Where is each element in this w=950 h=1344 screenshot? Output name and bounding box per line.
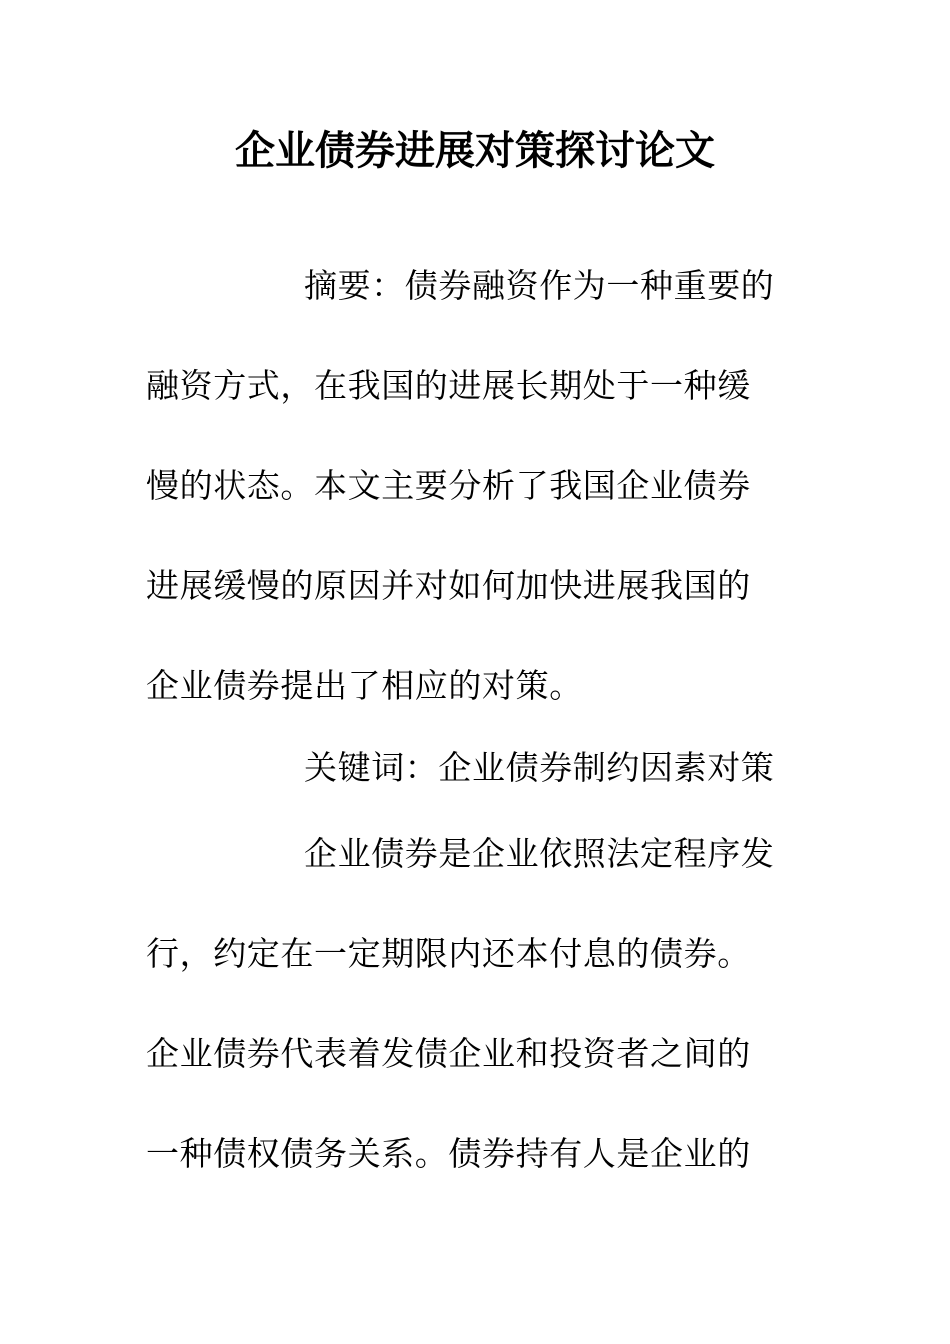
body-line: 企业债券是企业依照法定程序发 [304, 834, 775, 873]
body-line: 一种债权债务关系。债券持有人是企业的 [146, 1134, 751, 1173]
document-title: 企业债券进展对策探讨论文 [235, 128, 715, 174]
abstract-line: 企业债券提出了相应的对策。 [146, 666, 583, 705]
abstract-line: 融资方式，在我国的进展长期处于一种缓 [146, 366, 751, 405]
body-line: 企业债券代表着发债企业和投资者之间的 [146, 1034, 751, 1073]
abstract-line: 慢的状态。本文主要分析了我国企业债券 [146, 466, 751, 505]
abstract-line: 进展缓慢的原因并对如何加快进展我国的 [146, 566, 751, 605]
body-line: 行，约定在一定期限内还本付息的债券。 [146, 934, 751, 973]
keywords-line: 关键词：企业债券制约因素对策 [304, 748, 775, 787]
abstract-line: 摘要：债券融资作为一种重要的 [304, 266, 775, 305]
